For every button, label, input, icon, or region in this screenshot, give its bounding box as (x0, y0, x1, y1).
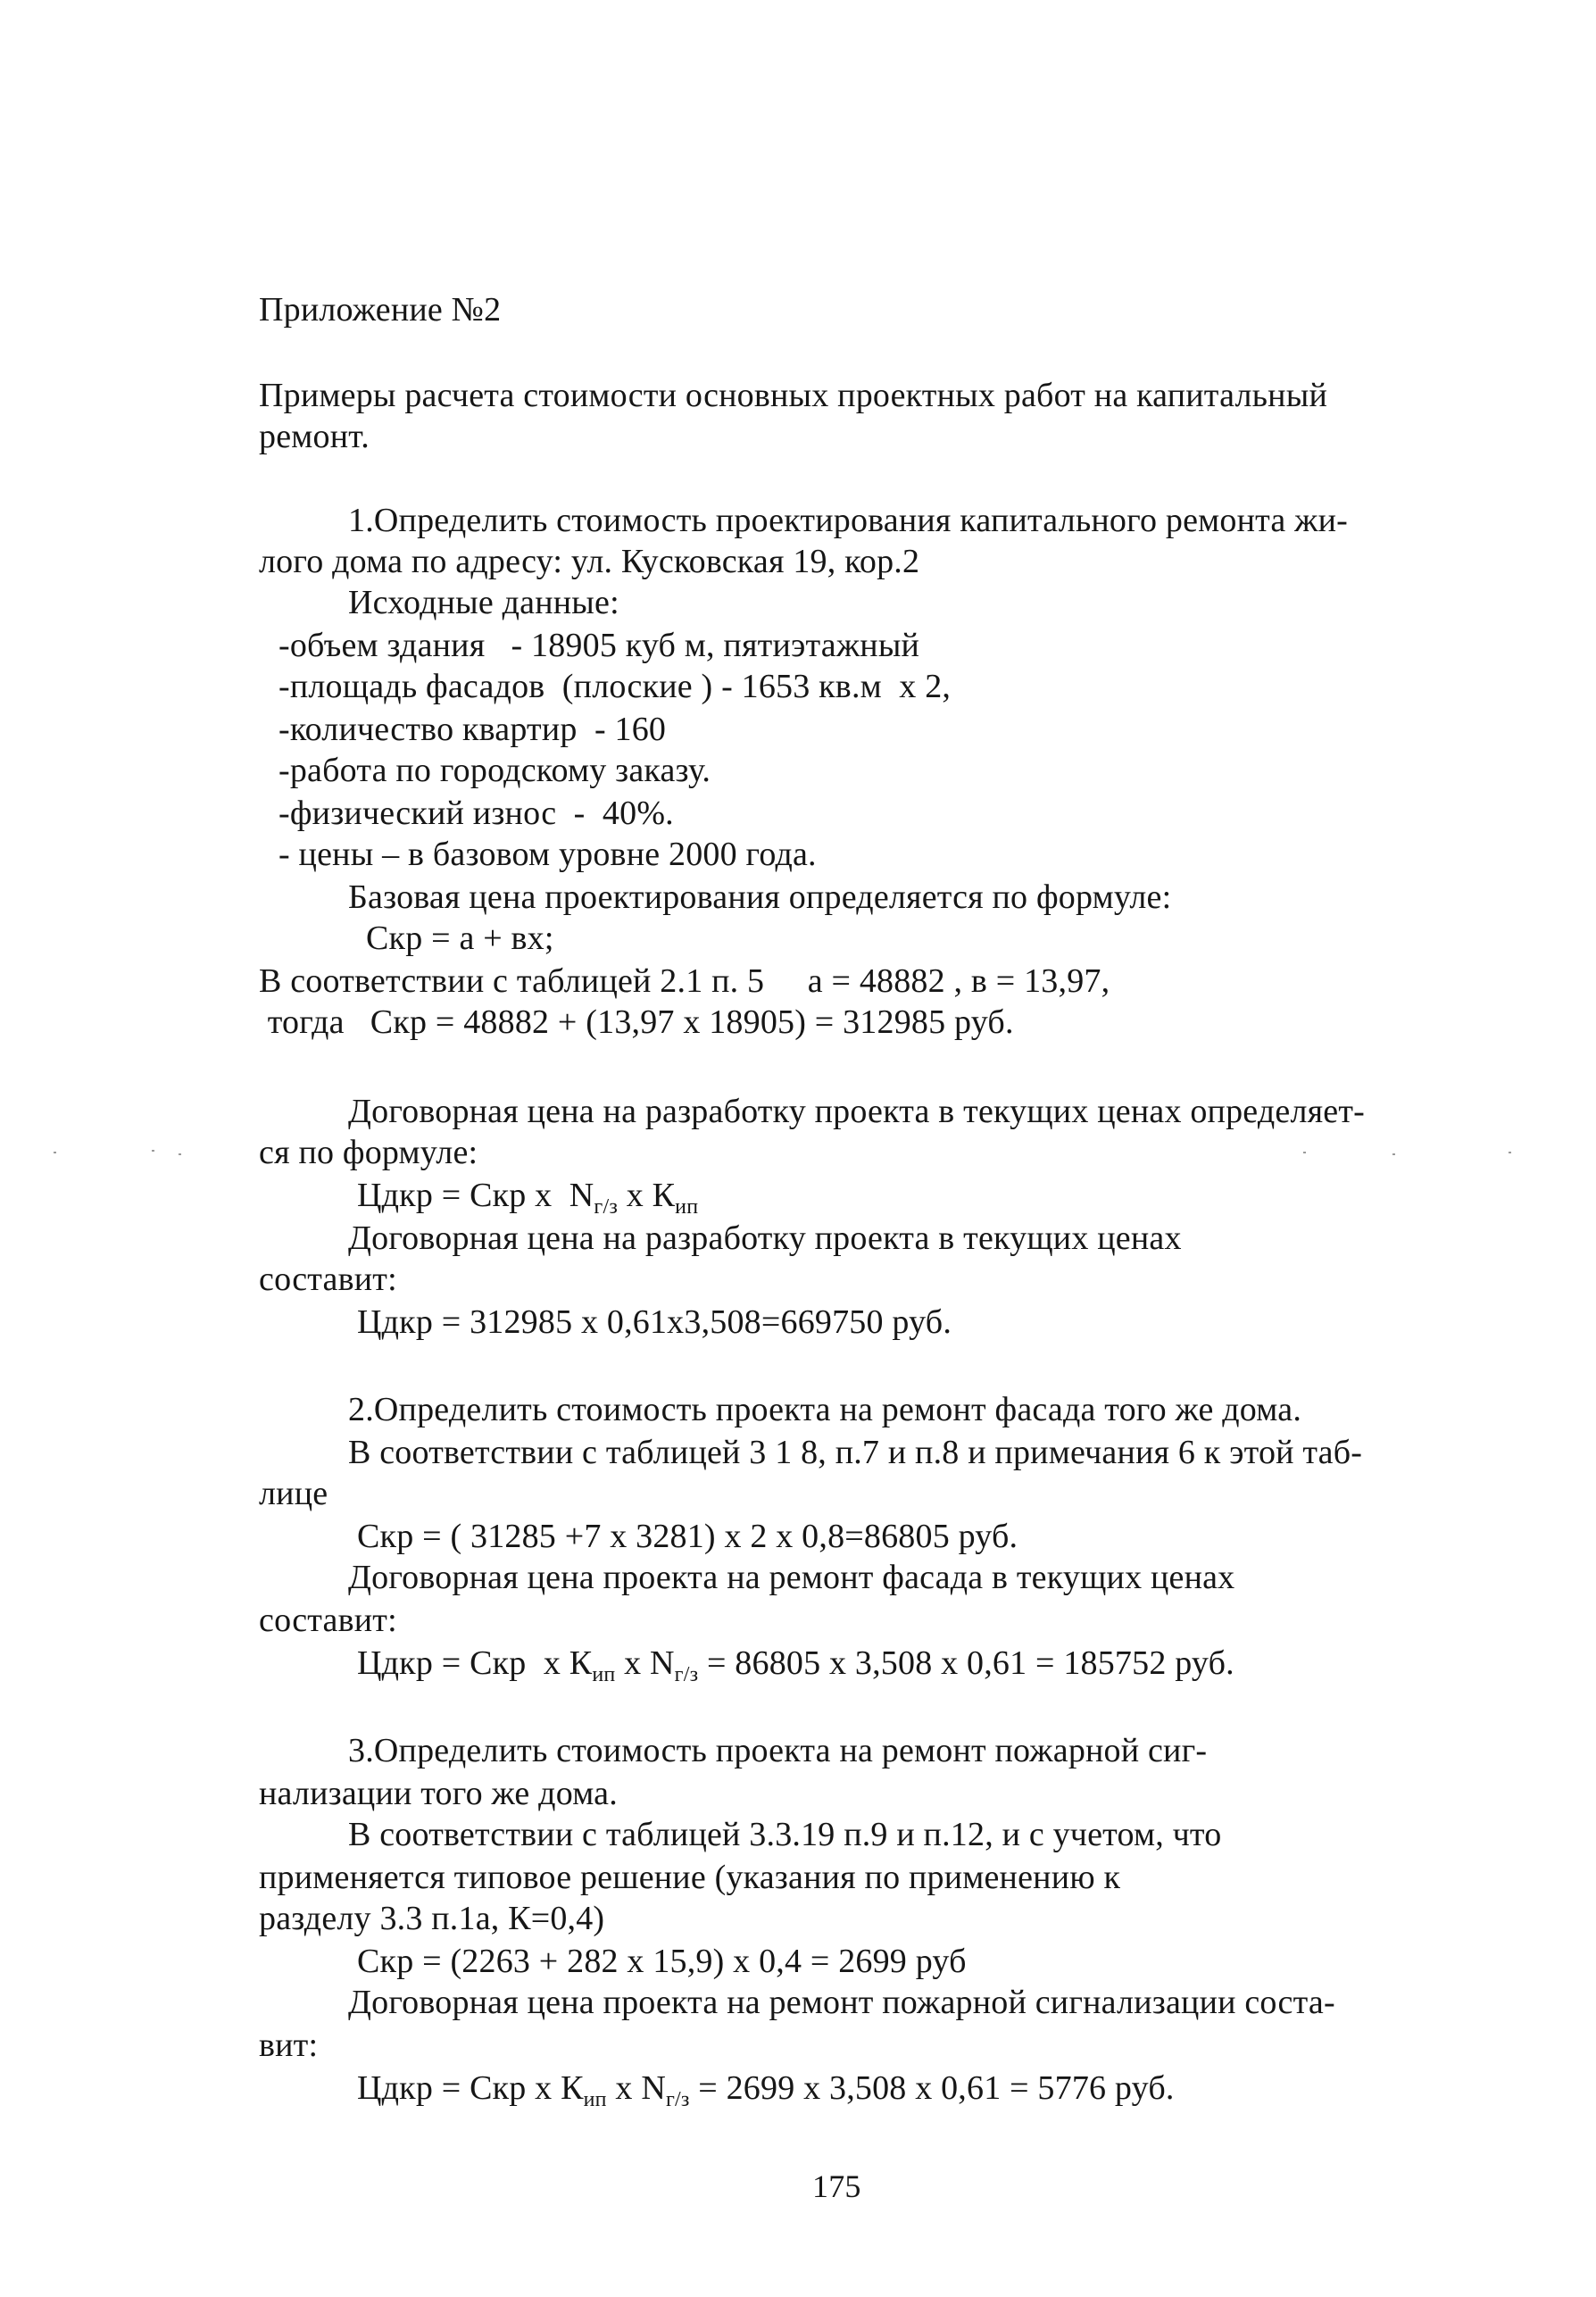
scan-speck (1509, 1152, 1511, 1153)
input-item: -количество квартир - 160 (278, 711, 667, 748)
example3-calc: Скр = (2263 + 282 х 15,9) х 0,4 = 2699 руб (357, 1943, 967, 1980)
example1-line-1: 1.Определить стоимость проектирования капитального ремонта жи- (348, 502, 1349, 539)
input-item: - цены – в базовом уровне 2000 года. (278, 836, 817, 873)
input-label: Исходные данные: (348, 584, 619, 621)
example3-contract-line-2: вит: (259, 2027, 319, 2064)
example3-line-1: 3.Определить стоимость проекта на ремонт пожарной сиг- (348, 1732, 1208, 1769)
contract-line-2: ся по формуле: (259, 1134, 478, 1171)
input-item: -работа по городскому заказу. (278, 752, 711, 789)
result-calc: Цдкр = 312985 х 0,61х3,508=669750 руб. (357, 1303, 952, 1341)
scan-speck (179, 1153, 181, 1155)
page-number: 175 (812, 2168, 861, 2204)
example2-contract-line-2: составит: (259, 1602, 397, 1639)
base-calc: тогда Скр = 48882 + (13,97 х 18905) = 312985 руб. (259, 1003, 1014, 1041)
example1-line-2: лого дома по адресу: ул. Кусковская 19, кор.2 (259, 543, 920, 580)
base-price-text: Базовая цена проектирования определяется по формуле: (348, 878, 1172, 916)
example2-line-2: В соответствии с таблицей 3 1 8, п.7 и п.8 и примечания 6 к этой таб- (348, 1434, 1363, 1471)
result-line-1: Договорная цена на разработку проекта в текущих ценах (348, 1219, 1182, 1257)
contract-formula: Цдкр = Скр х $N_{г/з}$ х $К_{ип}$ (357, 1177, 699, 1219)
example2-line-1: 2.Определить стоимость проекта на ремонт фасада того же дома. (348, 1391, 1302, 1428)
scan-speck (54, 1152, 56, 1153)
example2-line-3: лице (259, 1475, 328, 1512)
heading-line-2: ремонт. (259, 418, 370, 455)
appendix-title: Приложение №2 (259, 291, 502, 329)
example3-contract-line-1: Договорная цена проекта на ремонт пожарной сигнализации соста- (348, 1984, 1335, 2021)
scan-speck (1303, 1152, 1306, 1153)
example2-contract-line-1: Договорная цена проекта на ремонт фасада в текущих ценах (348, 1559, 1235, 1596)
table-reference: В соответствии с таблицей 2.1 п. 5 а = 48882 , в = 13,97, (259, 962, 1110, 1000)
example3-line-3: В соответствии с таблицей 3.3.19 п.9 и п.12, и с учетом, что (348, 1816, 1222, 1853)
example3-line-2: нализации того же дома. (259, 1775, 618, 1812)
heading-line-1: Примеры расчета стоимости основных проектных работ на капитальный (259, 377, 1327, 414)
scan-speck (152, 1150, 154, 1152)
contract-line-1: Договорная цена на разработку проекта в текущих ценах определяет- (348, 1093, 1366, 1130)
scan-speck (1392, 1153, 1395, 1155)
input-item: -площадь фасадов (плоские ) - 1653 кв.м x 2, (278, 668, 952, 705)
example2-calc: Скр = ( 31285 +7 х 3281) х 2 х 0,8=86805 руб. (357, 1518, 1018, 1555)
example2-contract-calc: Цдкр = Скр х $К_{ип}$ х $N_{г/з} = 86805$ х 3,508 х 0,61 = 185752 руб. (357, 1644, 1234, 1686)
base-formula: Скр = а + вх; (366, 920, 554, 957)
input-item: -объем здания - 18905 куб м, пятиэтажный (278, 627, 920, 664)
input-item: -физический износ - 40%. (278, 795, 674, 832)
example3-line-5: разделу 3.3 п.1а, К=0,4) (259, 1900, 605, 1937)
example3-line-4: применяется типовое решение (указания по применению к (259, 1859, 1121, 1896)
example3-contract-calc: Цдкр = Скр х $К_{ип}$ х $N_{г/з} = 2699$ х 3,508 х 0,61 = 5776 руб. (357, 2069, 1175, 2111)
result-line-2: составит: (259, 1261, 397, 1298)
